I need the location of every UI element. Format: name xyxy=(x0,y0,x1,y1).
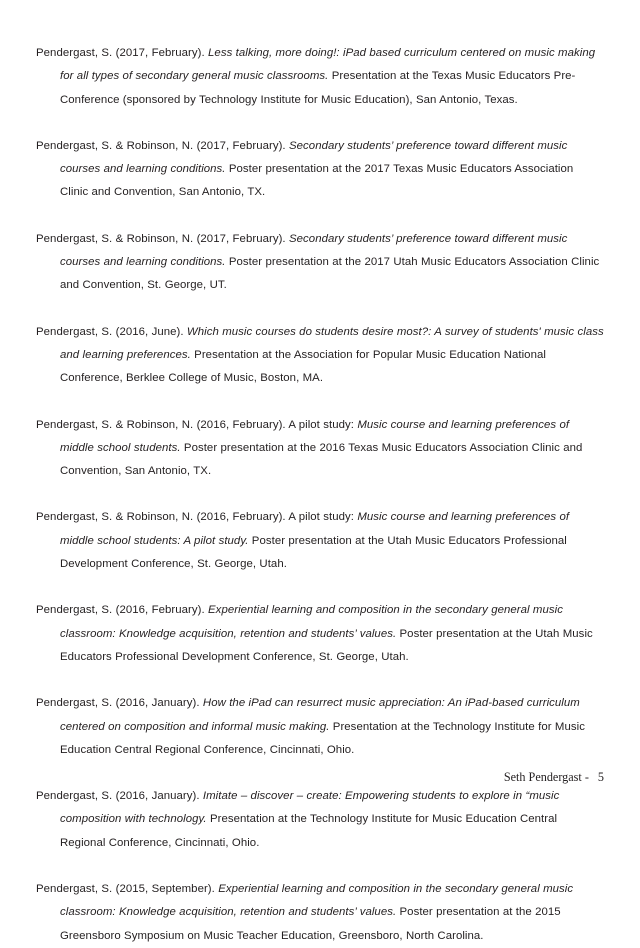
reference-prefix: Pendergast, S. (2016, January). xyxy=(36,697,203,710)
reference-prefix: Pendergast, S. & Robinson, N. (2017, February). xyxy=(36,139,289,152)
reference-prefix: Pendergast, S. & Robinson, N. (2017, February). xyxy=(36,232,289,245)
reference-prefix: Pendergast, S. & Robinson, N. (2016, February). A pilot study: xyxy=(36,511,358,524)
reference-prefix: Pendergast, S. & Robinson, N. (2016, February). A pilot study: xyxy=(36,418,358,431)
reference-prefix: Pendergast, S. (2017, February). xyxy=(36,47,209,59)
footer-author-name: Seth Pendergast - xyxy=(503,770,589,784)
reference-title: Experiential learning and composition in the secondary general music classroom: Knowledge acquisition, retention and students’ values. xyxy=(60,883,574,919)
reference-entry xyxy=(36,321,604,391)
reference-entry xyxy=(36,878,604,948)
reference-title: Experiential learning and composition in the secondary general music classroom: Knowledge acquisition, retention and students’ values. xyxy=(60,604,563,640)
reference-prefix: Pendergast, S. (2016, February). xyxy=(36,604,209,617)
reference-entry xyxy=(36,135,604,205)
reference-entry xyxy=(36,228,604,298)
reference-prefix: Pendergast, S. (2015, September). xyxy=(36,883,219,896)
reference-entry xyxy=(36,414,604,484)
reference-suffix: Poster presentation at the 2017 Utah Music Educators Association Clinic and Convention, St. George, UT. xyxy=(60,256,600,292)
reference-entry xyxy=(36,692,604,762)
reference-suffix: Poster presentation at the Utah Music Educators Professional Development Conference, St. George, Utah. xyxy=(60,627,593,663)
reference-title: Secondary students’ preference toward different music courses and learning conditions. xyxy=(60,232,568,269)
reference-suffix: Poster presentation at the 2015 Greensboro Symposium on Music Teacher Education, Greensboro, North Carolina. xyxy=(60,906,561,942)
reference-title: Imitate – discover – create: Empowering students to explore in “music composition with technology. xyxy=(60,790,560,826)
reference-entry xyxy=(36,506,604,576)
reference-title: How the iPad can resurrect music appreciation: An iPad-based curriculum centered on composition and informal music making. xyxy=(60,697,580,733)
reference-suffix: Presentation at the Technology Institute for Music Education Central Regional Conference, Cincinnati, Ohio. xyxy=(60,720,585,756)
reference-suffix: Poster presentation at the 2017 Texas Music Educators Association Clinic and Convention, San Antonio, TX. xyxy=(60,163,574,199)
reference-suffix: Presentation at the Texas Music Educators Pre-Conference (sponsored by Technology Institute for Music Education), San Antonio, Texas. xyxy=(60,70,576,106)
reference-title: Music course and learning preferences of middle school students: A pilot study. xyxy=(60,511,570,547)
reference-entry xyxy=(36,599,604,669)
reference-title: Which music courses do students desire most?: A survey of students' music class and learning preferences. xyxy=(60,325,604,361)
reference-title: Music course and learning preferences of middle school students. xyxy=(60,418,570,454)
reference-prefix: Pendergast, S. (2016, January). xyxy=(36,790,203,803)
reference-suffix: Poster presentation at the Utah Music Educators Professional Development Conference, St. George, Utah. xyxy=(60,534,567,571)
reference-prefix: Pendergast, S. (2016, June). xyxy=(36,325,187,338)
reference-suffix: Presentation at the Association for Popular Music Education National Conference, Berklee College of Music, Boston, MA. xyxy=(60,348,546,385)
reference-entry xyxy=(36,42,604,112)
reference-title: Less talking, more doing!: iPad based curriculum centered on music making for all types of secondary general music classrooms. xyxy=(60,47,596,83)
footer-page-number: 5 xyxy=(597,770,604,784)
reference-suffix: Presentation at the Technology Institute for Music Education Central Regional Conference, Cincinnati, Ohio. xyxy=(60,813,558,849)
reference-entry xyxy=(36,785,604,855)
reference-suffix: Poster presentation at the 2016 Texas Music Educators Association Clinic and Convention, San Antonio, TX. xyxy=(60,441,583,478)
page-footer xyxy=(36,769,604,785)
reference-list xyxy=(36,42,604,948)
reference-title: Secondary students’ preference toward different music courses and learning conditions. xyxy=(60,139,568,176)
